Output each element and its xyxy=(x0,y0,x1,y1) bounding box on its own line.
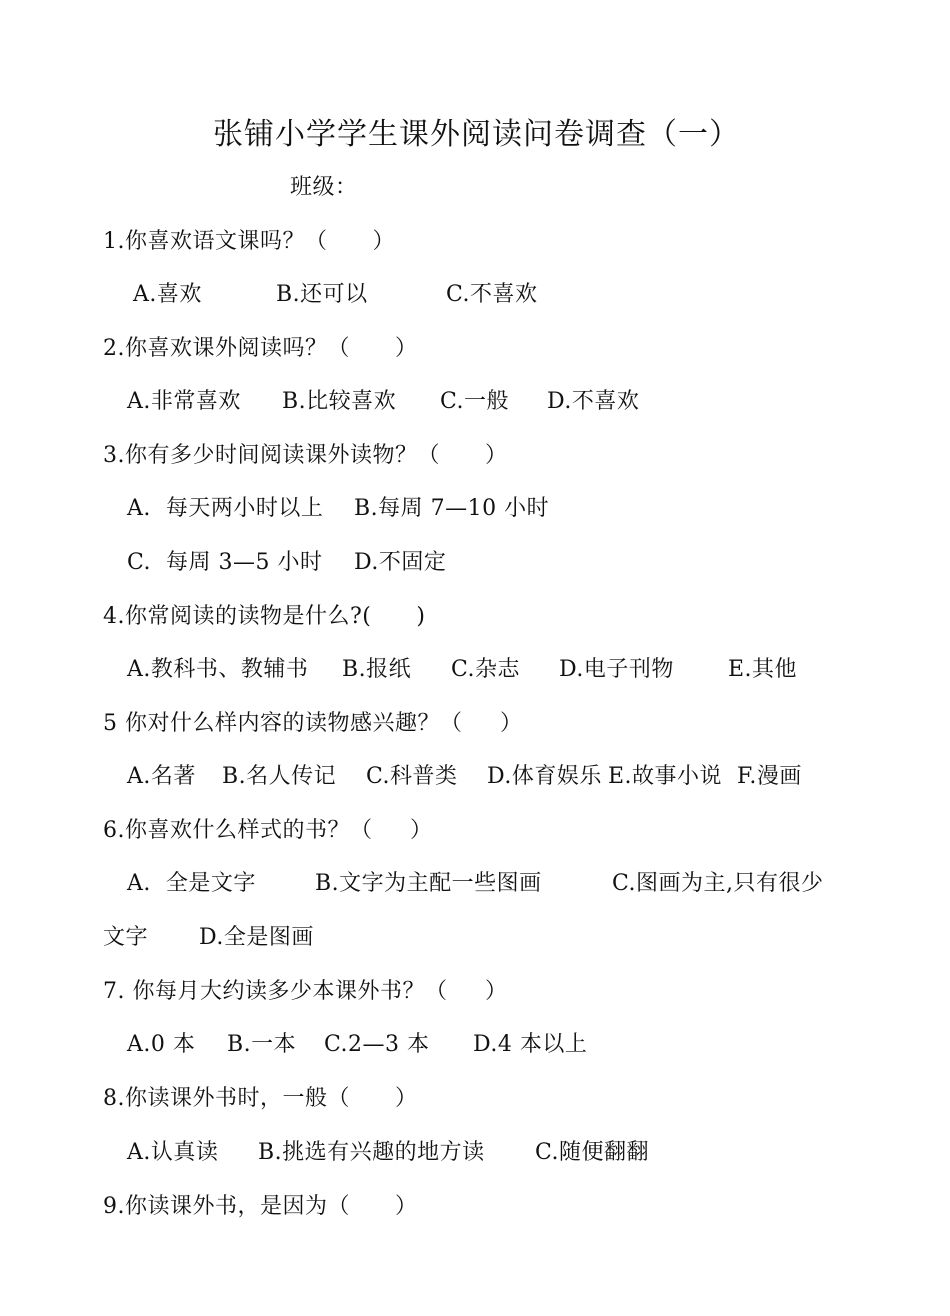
q5-option-b: B.名人传记 xyxy=(222,764,337,789)
q4-option-c: C.杂志 xyxy=(451,657,521,682)
question-9: 9.你读课外书，是因为（ ） xyxy=(103,1194,418,1219)
q6-option-c: C.图画为主,只有很少 xyxy=(612,871,824,896)
question-6: 6.你喜欢什么样式的书？（ ） xyxy=(103,818,433,843)
class-label: 班级： xyxy=(290,175,358,200)
q3-option-d: D.不固定 xyxy=(354,550,447,575)
q1-option-a: A.喜欢 xyxy=(133,282,202,307)
q2-option-c: C.一般 xyxy=(440,389,510,414)
question-3: 3.你有多少时间阅读课外读物？（ ） xyxy=(103,443,508,468)
question-7: 7. 你每月大约读多少本课外书？（ ） xyxy=(103,979,508,1004)
question-2: 2.你喜欢课外阅读吗？（ ） xyxy=(103,336,418,361)
q6-option-a: A. 全是文字 xyxy=(127,871,256,896)
q2-option-b: B.比较喜欢 xyxy=(282,389,397,414)
q3-option-b: B.每周 7—10 小时 xyxy=(354,496,550,521)
q4-option-b: B.报纸 xyxy=(342,657,412,682)
q1-option-b: B.还可以 xyxy=(276,282,368,307)
q2-option-d: D.不喜欢 xyxy=(547,389,640,414)
q3-option-a: A. 每天两小时以上 xyxy=(127,496,324,521)
q4-option-d: D.电子刊物 xyxy=(559,657,674,682)
q6-option-b: B.文字为主配一些图画 xyxy=(315,871,542,896)
question-4: 4.你常阅读的读物是什么?( ) xyxy=(103,604,426,629)
q6-option-d: D.全是图画 xyxy=(199,925,314,950)
q5-option-c: C.科普类 xyxy=(366,764,458,789)
q7-option-a: A.0 本 xyxy=(127,1032,196,1057)
q5-option-a: A.名著 xyxy=(127,764,196,789)
q4-option-a: A.教科书、教辅书 xyxy=(127,657,309,682)
q4-option-e: E.其他 xyxy=(728,657,798,682)
q2-option-a: A.非常喜欢 xyxy=(127,389,241,414)
q8-option-b: B.挑选有兴趣的地方读 xyxy=(258,1140,485,1165)
page-title: 张铺小学学生课外阅读问卷调查（一） xyxy=(213,117,740,152)
q7-option-b: B.一本 xyxy=(227,1032,297,1057)
question-1: 1.你喜欢语文课吗？（ ） xyxy=(103,229,395,254)
q7-option-d: D.4 本以上 xyxy=(473,1032,588,1057)
question-8: 8.你读课外书时，一般（ ） xyxy=(103,1086,418,1111)
q3-option-c: C. 每周 3—5 小时 xyxy=(127,550,323,575)
q6-option-c-continued: 文字 xyxy=(103,925,149,950)
q8-option-c: C.随便翻翻 xyxy=(535,1140,650,1165)
q5-option-e: E.故事小说 xyxy=(608,764,723,789)
q5-option-d: D.体育娱乐 xyxy=(487,764,602,789)
q5-option-f: F.漫画 xyxy=(737,764,802,789)
q8-option-a: A.认真读 xyxy=(127,1140,219,1165)
q7-option-c: C.2—3 本 xyxy=(324,1032,430,1057)
q1-option-c: C.不喜欢 xyxy=(446,282,538,307)
question-5: 5 你对什么样内容的读物感兴趣？（ ） xyxy=(103,711,523,736)
